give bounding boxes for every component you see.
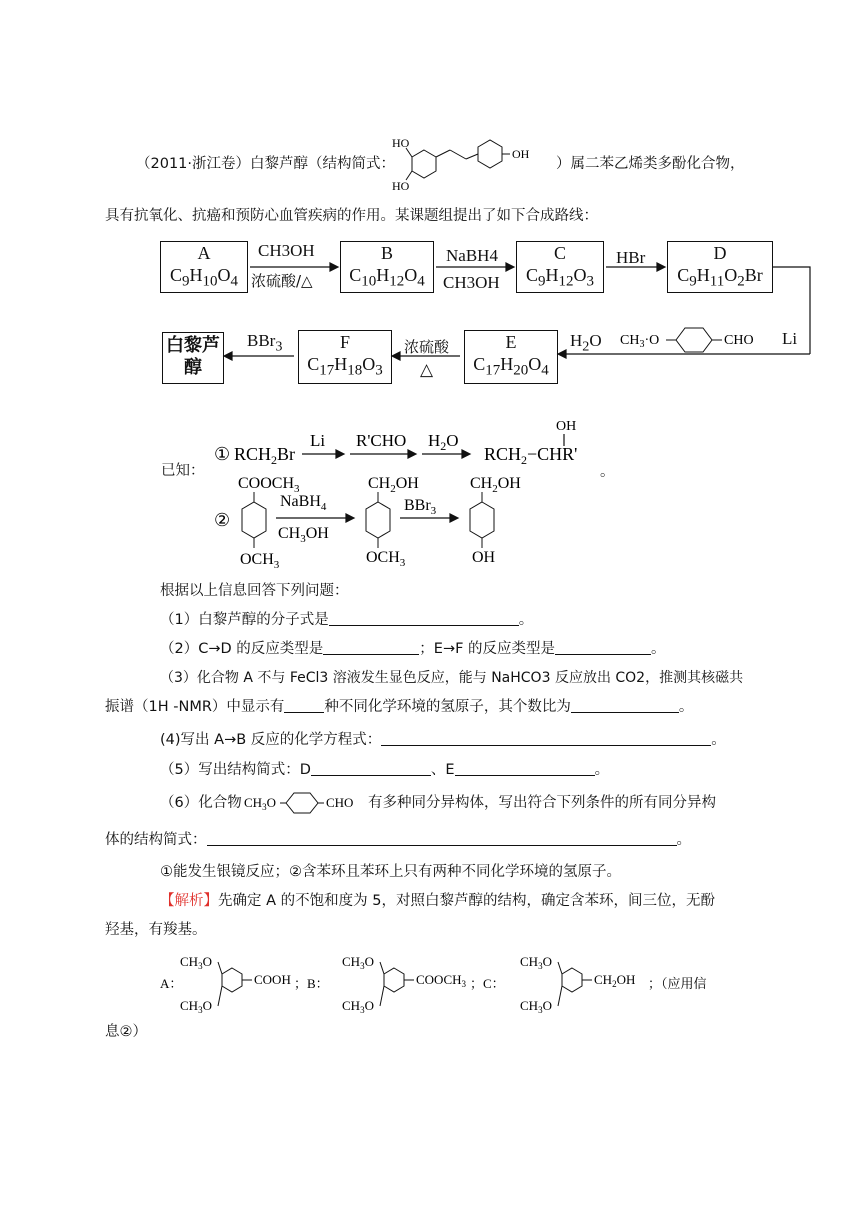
intro-tail: ）属二苯乙烯类多酚化合物，	[556, 156, 745, 172]
svg-text:；（应用信: ；（应用信	[648, 976, 707, 991]
node-C: C $C_9H_{12}O_3$	[516, 241, 604, 293]
svg-text:；C：: ；C：	[470, 976, 505, 991]
svg-text:COOCH3: $COOCH_3$	[238, 475, 300, 495]
svg-text:H2O: $H_2O$	[428, 431, 459, 453]
reagent-ef-bottom: △	[420, 360, 434, 379]
analysis-structures	[150, 944, 750, 1024]
svg-text:①: ①	[214, 444, 231, 464]
svg-text:RCH2−CHR': $RCH_2-CHR'$	[484, 444, 578, 467]
svg-text:②: ②	[214, 510, 231, 530]
q6c: 体的结构简式： 。	[105, 832, 691, 848]
q6b: 有多种同分异构体，写出符合下列条件的所有同分异构	[368, 795, 716, 811]
svg-text:COOCH3: $COOCH_3$	[416, 972, 467, 989]
svg-text:RCH2Br: $RCH_2Br$	[234, 444, 296, 467]
struct-label: HO	[392, 179, 410, 193]
struct-label: OH	[512, 147, 530, 161]
known-end: 。	[600, 464, 615, 480]
known-label: 已知：	[161, 463, 205, 479]
svg-text:；B：: ；B：	[294, 976, 329, 991]
svg-text:R'CHO: R'CHO	[356, 431, 407, 450]
svg-text:NaBH4: NaBH$_4$	[280, 493, 327, 513]
svg-text:OCH3: $OCH_3$	[240, 551, 280, 570]
reagent-ab-bottom: 浓硫酸/△	[251, 272, 313, 290]
node-F: F $C_{17}H_{18}O_3$	[298, 330, 392, 384]
svg-text:CH3·O: $CH_3\cdot O$	[620, 333, 660, 350]
node-E: E $C_{17}H_{20}O_4$	[464, 330, 558, 384]
analysis-tail: 息②）	[105, 1024, 147, 1040]
analysis-line1: 【解析】先确定 A 的不饱和度为 5，对照白黎芦醇的结构，确定含苯环，间三位，无酚	[160, 893, 715, 909]
reagent-bc-top: NaBH4	[446, 246, 498, 265]
svg-text:CH3O: $CH_3O$	[520, 998, 552, 1015]
reagent-de-right: Li	[782, 329, 798, 348]
q3b: 振谱（1H -NMR）中显示有 种不同化学环境的氢原子，其个数比为 。	[105, 699, 694, 715]
svg-text:OCH3: $OCH_3$	[366, 549, 406, 569]
q5: （5）写出结构简式：D 、E 。	[160, 762, 610, 778]
questions-lead: 根据以上信息回答下列问题：	[160, 583, 349, 599]
reagent-f-top: BBr$_3$	[247, 331, 283, 355]
known-r2	[200, 470, 560, 570]
q6-conditions: ①能发生银镜反应；②含苯环且苯环上只有两种不同化学环境的氢原子。	[160, 864, 621, 880]
node-B: B $C_{10}H_{12}O_4$	[340, 241, 434, 293]
svg-text:Li: Li	[310, 431, 326, 450]
svg-text:CH3O: $CH_3O$	[342, 954, 374, 971]
svg-text:CHO: CHO	[326, 795, 354, 810]
q6-structure	[244, 786, 364, 822]
svg-text:CH3O: $CH_3O$	[244, 795, 276, 812]
node-D: D $C_9H_{11}O_2Br$	[667, 241, 773, 293]
svg-text:CHO: CHO	[724, 333, 754, 348]
svg-text:CH3OH: $CH_3OH$	[278, 525, 329, 545]
reagent-ab-top: CH3OH	[258, 241, 315, 260]
svg-text:CH3O: $CH_3O$	[342, 998, 374, 1015]
node-A: A $C_9H_{10}O_4$	[160, 241, 248, 293]
svg-text:CH3O: $CH_3O$	[180, 998, 212, 1015]
q3a: （3）化合物 A 不与 FeCl3 溶液发生显色反应，能与 NaHCO3 反应放出 CO2，推测其核磁共	[160, 670, 744, 686]
q4: (4)写出 A→B 反应的化学方程式： 。	[160, 732, 726, 748]
svg-text:A：: A：	[160, 976, 183, 991]
reagent-cd-top: HBr	[616, 248, 646, 267]
intro-line2: 具有抗氧化、抗癌和预防心血管疾病的作用。某课题组提出了如下合成路线：	[105, 208, 598, 224]
struct-label: HO	[392, 136, 410, 150]
svg-text:OH: OH	[556, 419, 577, 434]
node-target: 白黎芦醇	[162, 332, 224, 384]
svg-text:BBr3: BBr$_3$	[404, 497, 437, 517]
reagent-de-structure	[616, 316, 776, 356]
intro-source: （2011·浙江卷）白黎芦醇（结构简式：	[136, 156, 396, 172]
reagent-bc-bottom: CH3OH	[443, 273, 500, 292]
reagent-ef-top: 浓硫酸	[404, 338, 450, 356]
known-r1	[200, 416, 620, 476]
reagent-ed-top: $H_2O$	[570, 331, 602, 355]
svg-text:CH3O: $CH_3O$	[180, 954, 212, 971]
svg-text:OH: OH	[472, 549, 496, 566]
q1: （1）白黎芦醇的分子式是 。	[160, 612, 534, 628]
svg-text:CH2OH: $CH_2OH$	[368, 475, 419, 495]
analysis-line2: 羟基，有羧基。	[105, 922, 207, 938]
q2: （2）C→D 的反应类型是 ；E→F 的反应类型是 。	[160, 641, 666, 657]
svg-text:COOH: COOH	[254, 972, 291, 987]
svg-text:CH2OH: $CH_2OH$	[470, 475, 521, 495]
q6a: （6）化合物	[160, 795, 242, 811]
svg-text:CH3O: $CH_3O$	[520, 954, 552, 971]
svg-text:CH2OH: $CH_2OH$	[594, 972, 636, 989]
